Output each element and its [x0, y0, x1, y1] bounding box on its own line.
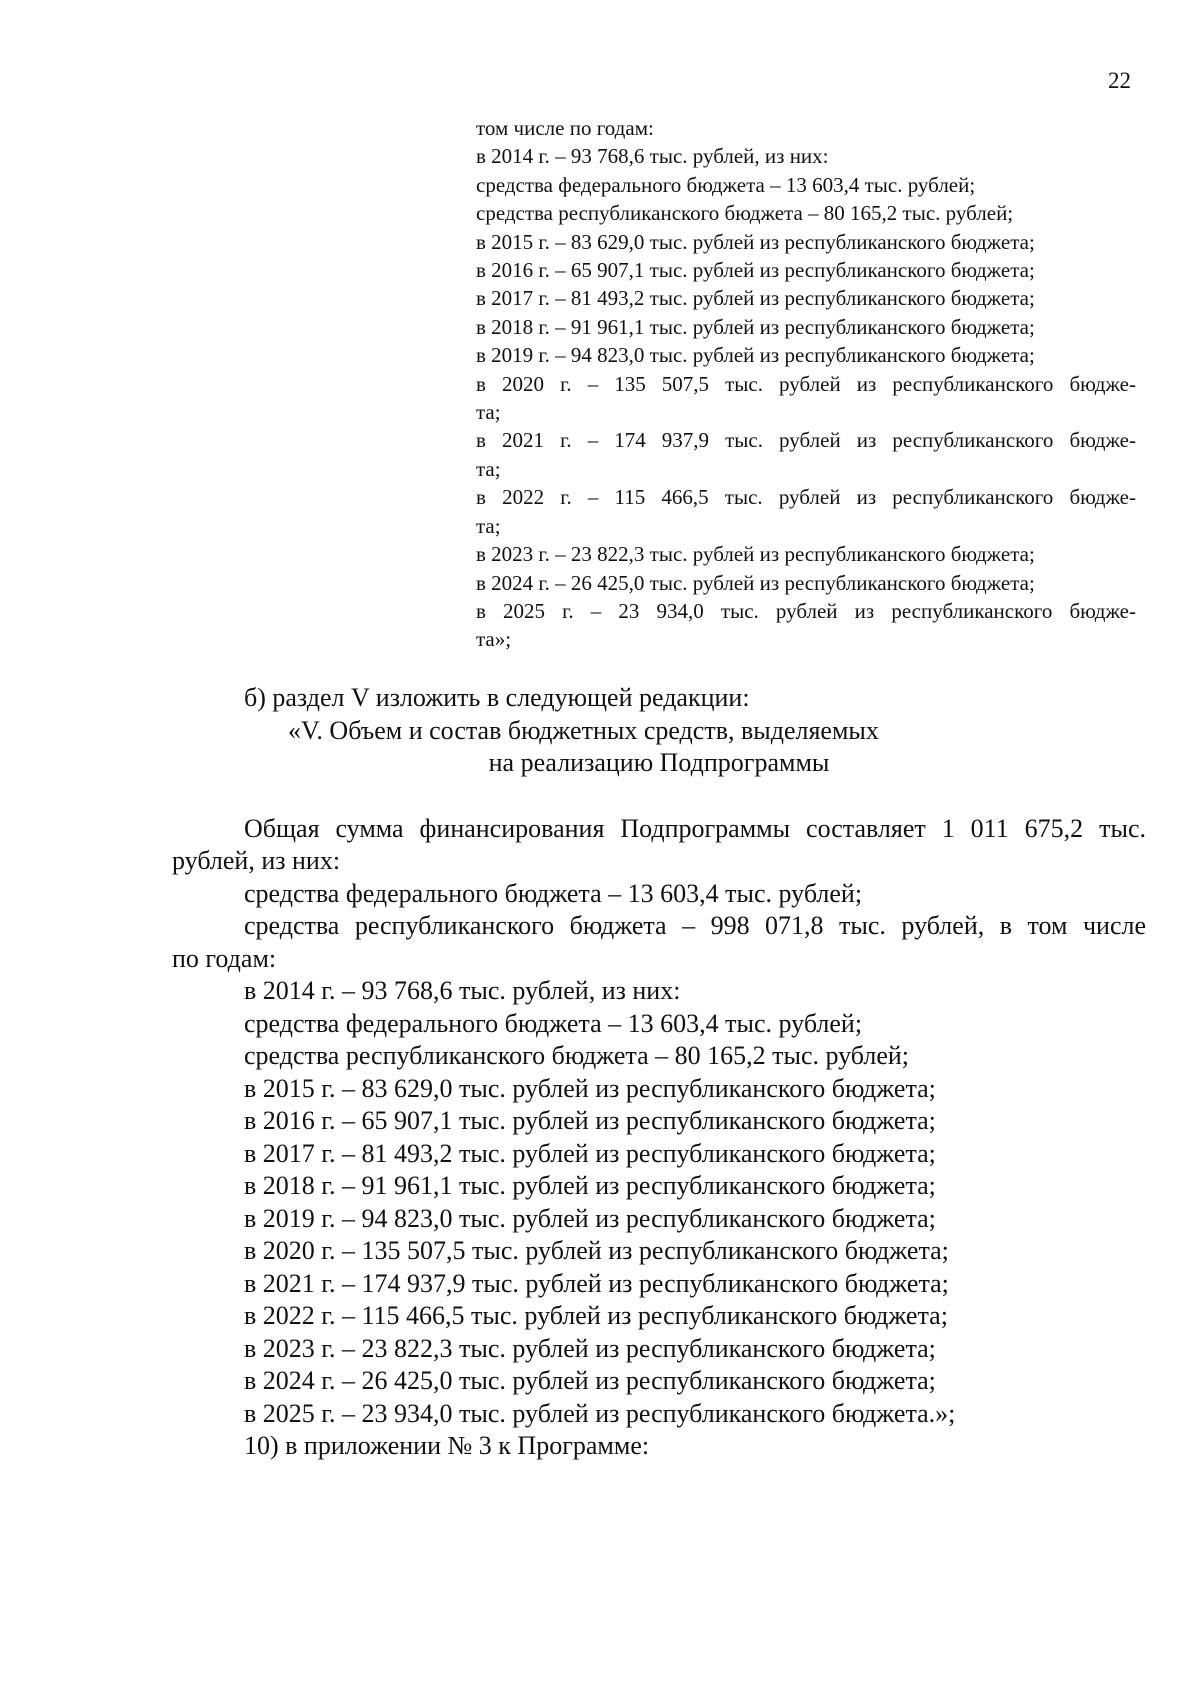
list-item: в 2018 г. – 91 961,1 тыс. рублей из республиканского бюджета; — [244, 1171, 936, 1200]
quote-line: та»; — [476, 627, 512, 652]
list-item: в 2022 г. – 115 466,5 тыс. рублей из республиканского бюджета; — [244, 1301, 948, 1330]
republic-funds-line: средства республиканского бюджета – 998 071,8 тыс. рублей, в том числе — [244, 911, 1146, 940]
total-funding-line: Общая сумма финансирования Подпрограммы составляет 1 011 675,2 тыс. — [244, 813, 1146, 843]
quote-line: том числе по годам: — [476, 116, 654, 140]
list-item: в 2017 г. – 81 493,2 тыс. рублей из республиканского бюджета; — [244, 1138, 936, 1168]
list-item: в 2024 г. – 26 425,0 тыс. рублей из республиканского бюджета; — [244, 1366, 936, 1395]
section-b-instruction: б) раздел V изложить в следующей редакции: — [244, 683, 750, 712]
list-item: в 2015 г. – 83 629,0 тыс. рублей из республиканского бюджета; — [244, 1073, 936, 1103]
quote-line: в 2021 г. – 174 937,9 тыс. рублей из республиканского бюдже- — [476, 428, 1136, 453]
main-text — [172, 682, 1146, 1463]
section-heading — [172, 715, 1146, 780]
page-number: 22 — [1108, 68, 1131, 93]
quote-line: в 2019 г. – 94 823,0 тыс. рублей из республиканского бюджета; — [476, 343, 1035, 368]
list-item: средства федерального бюджета – 13 603,4 тыс. рублей; — [244, 1008, 863, 1038]
list-item: в 2014 г. – 93 768,6 тыс. рублей, из них: — [244, 976, 681, 1005]
quote-line: в 2018 г. – 91 961,1 тыс. рублей из республиканского бюджета; — [476, 314, 1035, 339]
republic-funds-line: по годам: — [172, 943, 277, 973]
quote-line: в 2015 г. – 83 629,0 тыс. рублей из республиканского бюджета; — [476, 229, 1035, 254]
quote-line: в 2014 г. – 93 768,6 тыс. рублей, из них: — [476, 144, 829, 169]
list-item: средства республиканского бюджета – 80 165,2 тыс. рублей; — [244, 1041, 910, 1070]
quote-line: та; — [476, 513, 501, 538]
quoted-subprogram-funding — [476, 114, 1136, 654]
quote-line: в 2020 г. – 135 507,5 тыс. рублей из республиканского бюдже- — [476, 371, 1136, 396]
list-item: в 2025 г. – 23 934,0 тыс. рублей из республиканского бюджета.»; — [244, 1398, 956, 1428]
quote-line: в 2022 г. – 115 466,5 тыс. рублей из республиканского бюдже- — [476, 485, 1136, 510]
list-item: в 2021 г. – 174 937,9 тыс. рублей из республиканского бюджета; — [244, 1268, 949, 1298]
quote-line: в 2016 г. – 65 907,1 тыс. рублей из республиканского бюджета; — [476, 258, 1035, 283]
quote-line: в 2024 г. – 26 425,0 тыс. рублей из республиканского бюджета; — [476, 570, 1035, 595]
yearly-funding-list — [172, 975, 1146, 1430]
list-item: в 2023 г. – 23 822,3 тыс. рублей из республиканского бюджета; — [244, 1333, 936, 1363]
total-funding-line: рублей, из них: — [172, 846, 341, 875]
item-10-line: 10) в приложении № 3 к Программе: — [244, 1431, 650, 1460]
quote-line: та; — [476, 400, 501, 425]
list-item: в 2020 г. – 135 507,5 тыс. рублей из республиканского бюджета; — [244, 1236, 949, 1265]
quote-line: в 2017 г. – 81 493,2 тыс. рублей из республиканского бюджета; — [476, 286, 1035, 311]
quote-line: средства республиканского бюджета – 80 165,2 тыс. рублей; — [476, 201, 1014, 226]
quote-line: та; — [476, 456, 501, 481]
federal-funds-line: средства федерального бюджета – 13 603,4 тыс. рублей; — [244, 878, 863, 908]
quote-line: в 2023 г. – 23 822,3 тыс. рублей из республиканского бюджета; — [476, 542, 1035, 567]
quote-line: средства федерального бюджета – 13 603,4 тыс. рублей; — [476, 172, 976, 197]
section-heading-line: «V. Объем и состав бюджетных средств, выделяемых — [288, 715, 879, 745]
list-item: в 2019 г. – 94 823,0 тыс. рублей из республиканского бюджета; — [244, 1203, 936, 1233]
section-heading-line: на реализацию Подпрограммы — [488, 748, 830, 777]
quote-line: в 2025 г. – 23 934,0 тыс. рублей из республиканского бюдже- — [476, 598, 1136, 623]
list-item: в 2016 г. – 65 907,1 тыс. рублей из республиканского бюджета; — [244, 1106, 936, 1135]
